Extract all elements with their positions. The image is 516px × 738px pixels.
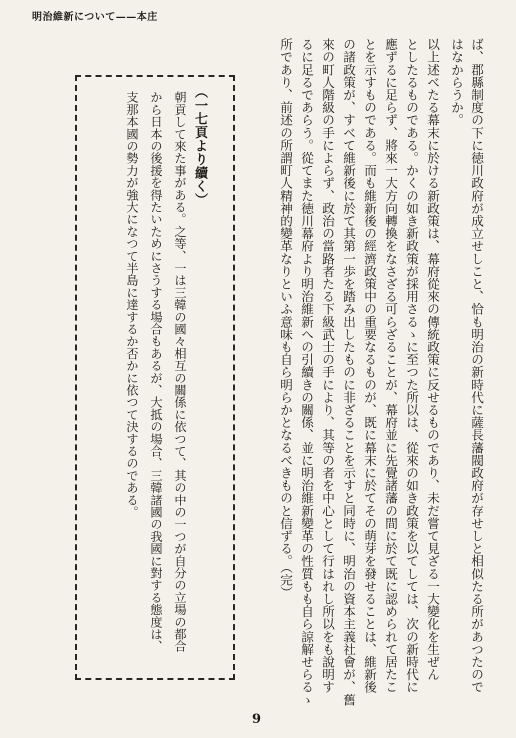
- text-column: ば、郡縣制度の下に徳川政府が成立せしこと、恰も明治の新時代に薩長藩閥政府が存せしと相似たる所があつたので: [469, 38, 484, 694]
- text-column: の諸政策が、すべて維新後に於て其第一歩を踏み出したものに非ざることを示すと同時に、明治の資本主義社會が、舊: [341, 38, 356, 706]
- running-header: 明治維新について——本庄: [32, 12, 158, 23]
- text-column: とを示すものである。而も維新後の經濟政策中の重要なるものが、既に幕末に於てその萌芽を發せることは、維新後: [362, 38, 377, 694]
- page-number: 9: [252, 712, 262, 727]
- box-text-column: から日本の後援を得たいためにさうする場合もあるが、大抵の場合、三韓諸國の我國に對する態度は、: [149, 91, 163, 653]
- text-column: 來の町人階級の手によらず、政治の當路者たる下級武士の手により、其等の者を中心として行はれし所以をも說明す: [320, 38, 335, 694]
- text-column: るに足るであらう。從てまた徳川幕府より明治維新への引續きの關係、並に明治維新變革の性質もも自ら諒解せらるゝ: [299, 38, 314, 706]
- continuation-label: （一七頁より續く）: [192, 85, 207, 207]
- text-column: 以上述べたる幕末に於ける新政策は、幕府從來の傳統政策に反せるものであり、未だ嘗て見ざる一大變化を生ぜん: [425, 38, 440, 681]
- text-column: 應ずるに足らず、將來一大方向轉換をなさざる可らざることが、幕府並に先覺諸藩の間に於て既に認められて居たこ: [383, 38, 398, 694]
- text-column: はなからうか。: [449, 38, 464, 127]
- text-column: としたるものである。かくの如き新政策が採用さるゝに至つた所以は、從來の如き政策を以てしては、次の新時代に: [404, 38, 419, 694]
- box-text-column: 支那本國の勢力が強大になつて半島に達するか否かに依つて決するのである。: [125, 91, 139, 518]
- box-text-column: 朝貢して來た事がある。之等、一は三韓の國々相互の關係に依つて、其の中の一つが自分の立場の都合: [173, 91, 187, 653]
- text-column: 所であり、前述の所謂町人精神的變革なりといふ意味も自ら明らかとなるべきものと信ずる。（完）: [278, 38, 293, 599]
- continued-box: [75, 75, 235, 680]
